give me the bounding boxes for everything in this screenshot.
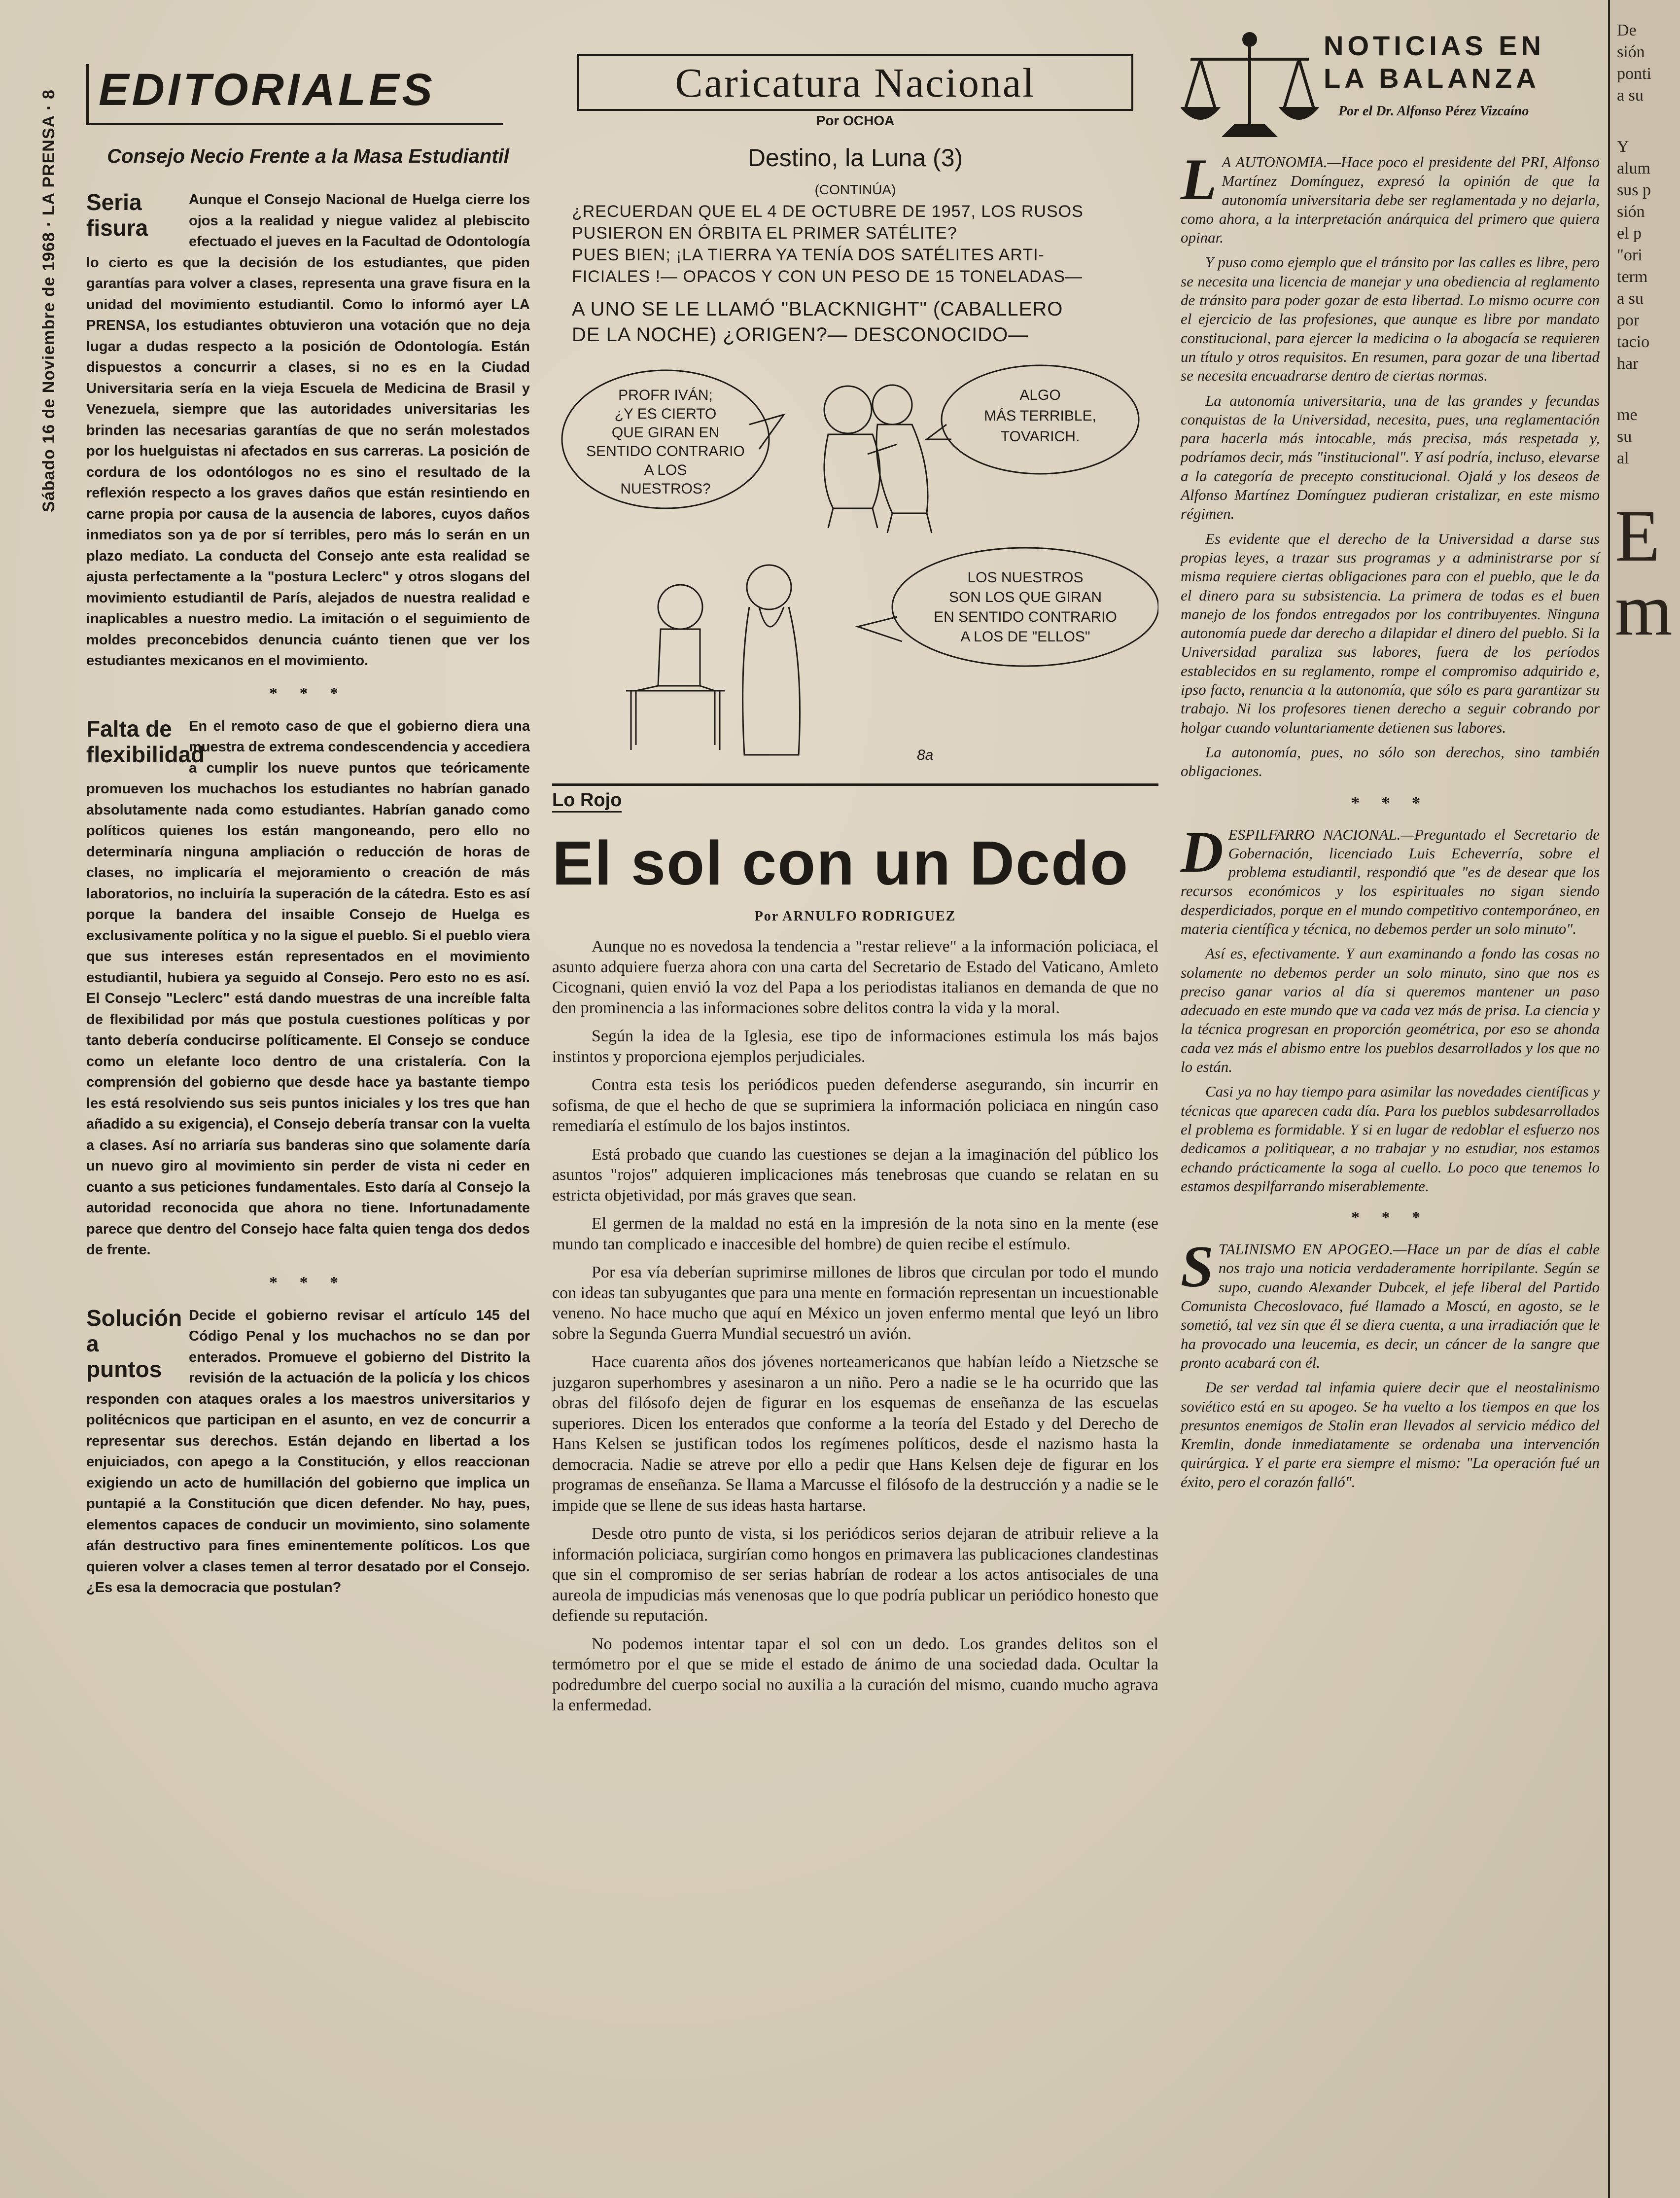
caption-line: FICIALES !— OPACOS Y CON UN PESO DE 15 TONELADAS—	[572, 267, 1083, 286]
divider-stars: * * *	[1351, 793, 1429, 812]
noticia-paragraph: De ser verdad tal infamia quiere decir que el neostalinismo soviético está en su apogeo. Se ha vuelto a los tiempos en que los presuntos enemigos de Stalin eran llevados al servicio médico del Kremlin, donde inmediatamente se ordenaba una intervención quirúrgica. Y el parte era siempre el mismo: "La operación fué un éxito, pero el corazón falló".	[1181, 1379, 1600, 1490]
cartoon-caption	[572, 201, 1158, 348]
bubble-1-line: ¿Y ES CIERTO	[614, 406, 717, 422]
page-folio-strip	[35, 79, 74, 513]
section-rule	[552, 783, 1158, 786]
bubble-1-line: A LOS	[644, 462, 687, 478]
article-headline: El sol con un Dcdo	[552, 828, 1129, 898]
article-paragraph: Por esa vía deberían suprimirse millones de libros que circulan por todo el mundo con ideas tan subyugantes que para una mente en formación representan un incuestionable veneno. No hace mucho que aquí en México un joven enfermo mental que leyó un libro sobre la Segunda Guerra Mundial secuestró un avión.	[552, 1263, 1158, 1343]
caricatura-title: Caricatura Nacional	[675, 60, 1036, 106]
divider-stars: * * *	[1351, 1208, 1429, 1227]
cartoon-drawing	[552, 351, 1158, 775]
scales-of-justice-icon	[1181, 30, 1319, 148]
noticia-paragraph: A AUTONOMIA.—Hace poco el presidente del PRI, Alfonso Martínez Domínguez, expresó la opinión de que la autonomía universitaria debe ser reglamentada y no dejarla, como ahora, a la interpretación anárquica del primero que quiera opinar.	[1181, 153, 1600, 247]
article-section-tag: Lo Rojo	[552, 790, 622, 813]
divider-stars: * * *	[269, 1273, 347, 1292]
fragment: E	[1615, 495, 1660, 577]
editorial-section-2	[86, 716, 530, 1261]
noticias-body	[1181, 146, 1600, 1491]
noticia-paragraph: La autonomía universitaria, una de las grandes y fecundas conquistas de la Universidad, necesita, pues, una reglamentación para hacerla más intocable, más precisa, más respetada y, podríamos decir, más "institucional". Y así podría, incluso, elevarse a la categoría de precepto constitucional. Ojalá y los deseos de Alfonso Martínez Domínguez pudieran cristalizar, en este mismo régimen.	[1181, 391, 1600, 523]
caricatura-banner	[577, 54, 1133, 111]
bubble-3-line: EN SENTIDO CONTRARIO	[934, 609, 1117, 625]
caption-line: PUES BIEN; ¡LA TIERRA YA TENÍA DOS SATÉLITES ARTI-	[572, 246, 1045, 264]
speech-bubble-2	[927, 365, 1139, 474]
speech-bubble-3	[858, 548, 1158, 666]
bubble-1-line: QUE GIRAN EN	[611, 425, 720, 441]
caption-line: PUSIERON EN ÓRBITA EL PRIMER SATÉLITE?	[572, 224, 957, 243]
cartoon-figures-bottom	[626, 565, 800, 755]
noticias-title	[1324, 30, 1545, 95]
noticia-paragraph: La autonomía, pues, no sólo son derechos, sino también obligaciones.	[1181, 743, 1600, 780]
noticias-author: Por el Dr. Alfonso Pérez Vizcaíno	[1338, 104, 1529, 119]
editorial-section-1	[86, 189, 530, 672]
fragment: me	[1617, 406, 1638, 424]
speech-bubble-1	[562, 370, 784, 508]
section-text: Decide el gobierno revisar el artículo 145 del Código Penal y los muchachos no se dan por enterados. Promueve el gobierno del Distrito la revisión de la actuación de la policía y los chicos responden con ataques orales a los maestros universitarios y politécnicos que participan en el asunto, en vez de concurrir a representar sus derechos. Están dejando en libertad a los enjuiciados, con apego a la Constitución, y ellos reaccionan exigiendo un acto de humillación del gobierno que implica un puntapié a la Constitución que dicen defender. No hay, pues, elementos capaces de conducir un movimiento, sino solamente afán destructivo para fines eminentemente políticos. Los que quieren volver a clases temen al terror desatado por el Consejo. ¿Es esa la democracia que postulan?	[86, 1307, 530, 1595]
editoriales-title: EDITORIALES	[99, 65, 435, 115]
caricatura-byline: Por OCHOA	[816, 113, 895, 128]
bubble-2-line: TOVARICH.	[1000, 428, 1080, 445]
section-title: Solución a puntos	[86, 1305, 182, 1382]
article-paragraph: Desde otro punto de vista, si los periódicos serios dejaran de atribuir relieve a la información policiaca, surgirían como hongos en primavera las publicaciones clandestinas que sin el compromiso de ser serias habrían de rodear a los actos antisociales de una aureola de impudicias más venenosas que lo que podría publicar un periódico honesto que defiende su reputación.	[552, 1524, 1158, 1625]
caption-line: ¿RECUERDAN QUE EL 4 DE OCTUBRE DE 1957, LOS RUSOS	[572, 202, 1084, 221]
editorial-section-3	[86, 1305, 530, 1598]
noticias-title-line-2: LA BALANZA	[1324, 63, 1540, 94]
caricatura-continua: (CONTINÚA)	[814, 182, 896, 197]
fragment: m	[1615, 569, 1673, 651]
article-byline: Por ARNULFO RODRIGUEZ	[754, 909, 956, 924]
bubble-1-line: PROFR IVÁN;	[618, 387, 713, 403]
noticias-column	[1181, 30, 1600, 1497]
center-column	[552, 54, 1158, 1724]
editoriales-banner	[86, 64, 503, 125]
caricatura-subtitle: Destino, la Luna (3)	[747, 144, 963, 172]
noticia-stalinismo	[1181, 1234, 1600, 1491]
cartoon-signature: 8a	[917, 747, 934, 763]
fragment: har	[1617, 355, 1639, 373]
section-text: Aunque el Consejo Nacional de Huelga cierre los ojos a la realidad y niegue validez al plebiscito efectuado el jueves en la Facultad de Odontología lo cierto es que la decisión de los estudiantes, que piden garantías para volver a clases, representa una grave fisura en la unidad del movimiento estudiantil. Como lo informó ayer LA PRENSA, los estudiantes obtuvieron una votación que no deja lugar a dudas respecto a la posición de Odontología. Están dispuestos a concurrir a clases, si no es en la Ciudad Universitaria sería en la vieja Escuela de Medicina de Brasil y Venezuela, siempre que las autoridades universitarias les brinden las necesarias garantías de que no serán molestados por los huelguistas ni afectados en sus carreras. La posición de cordura de los odontólogos no es sino el resultado de la reflexión respecto a los graves daños que están resintiendo en carne propia por causa de la ausencia de labores, cuyos daños inmediatos son ya de por sí terribles, pero más lo serán en un plazo mediato. La conducta del Consejo ante esta realidad se ajusta perfectamente a la "postura Leclerc" y otros slogans del movimiento estudiantil de París, alejados de nuestra realidad e inaplicables a nuestro medio. La imitación o el seguimiento de moldes preconcebidos denuncia cuánto tienen que ver los estudiantes mexicanos en el movimiento.	[86, 192, 530, 669]
noticia-paragraph: Y puso como ejemplo que el tránsito por las calles es libre, pero se necesita una licencia de manejar y una obediencia al reglamento de tránsito para poder gozar de esta libertad. Lo mismo ocurre con el ejercicio de las profesiones, que aunque es libre por mandato constitucional, para ejercer la medicina o la abogacía se requieren un título y otros requisitos. En resumen, para gozar de una libertad se necesita encuadrarse dentro de ciertas normas.	[1181, 253, 1600, 385]
bubble-1-line: NUESTROS?	[620, 481, 711, 497]
noticia-autonomia	[1181, 146, 1600, 781]
drop-cap: L	[1181, 146, 1217, 212]
fragment: al	[1617, 449, 1629, 467]
section-title: Seria fisura	[86, 189, 148, 241]
fragment: su	[1617, 427, 1632, 446]
bubble-3-line: A LOS DE "ELLOS"	[960, 629, 1090, 645]
editoriales-column	[86, 64, 530, 1598]
fragment: sión	[1617, 203, 1645, 221]
page-folio: Sábado 16 de Noviembre de 1968 · LA PRENSA · 8	[39, 89, 58, 512]
fragment: sión	[1617, 43, 1645, 61]
article-paragraph: Según la idea de la Iglesia, ese tipo de informaciones estimula los más bajos instintos y proporciona ejemplos perjudiciales.	[552, 1027, 1158, 1066]
drop-cap: S	[1181, 1234, 1214, 1300]
divider-stars: * * *	[269, 684, 347, 703]
caption-line: DE LA NOCHE) ¿ORIGEN?— DESCONOCIDO—	[572, 324, 1029, 346]
section-text: En el remoto caso de que el gobierno diera una muestra de extrema condescendencia y accediera a cumplir los nueve puntos que teóricamente promueven los muchachos los estudiantes no habrían ganado absolutamente nada como estudiantes. Habrían ganado como políticos quienes los están mangoneando, pero ello no determinaría ninguna ampliación o reducción de horas de clases, no implicaría el mejoramiento o creación de más laboratorios, no incluiría la superación de la cátedra. Esto es así porque la bandera del insaible Consejo de Huelga es exclusivamente política y no la sigue el pueblo. Si el pueblo viera que sus intereses están representados en el movimiento estudiantil, hubiera ya seguido al Consejo. Pero esto no es así. El Consejo "Leclerc" está dando muestras de una increíble falta de flexibilidad por más que postula cuestiones políticas y por tanto debería conducirse políticamente. El Consejo se conduce como un elefante loco dentro de una cristalería. Con la comprensión del gobierno que desde hace ya bastante tiempo les está resolviendo sus seis puntos iniciales y los tres que han añadido a su exigencia), el Consejo debería transar con la vuelta a clases. Así no arriaría sus banderas sino que solamente daría un nuevo giro al movimiento sin perder de vista ni ceder en cuanto a sus peticiones fundamentales. Esto daría al Consejo la autoridad reconocida que ahora no tiene. Infortunadamente parece que dentro del Consejo hace falta quien tenga dos dedos de frente.	[86, 718, 530, 1258]
fragment: "ori	[1617, 246, 1643, 264]
noticia-paragraph: Así es, efectivamente. Y aun examinando a fondo las cosas no solamente no debemos perder un solo minuto, sino que nos es preciso ganar varios al día si queremos mantener un paso adecuado en este mundo que va cada vez más de prisa. La ciencia y la técnica progresan en proporción geométrica, por eso se ahonda cada vez más el abismo entre los pueblos desarrollados y los que no lo están.	[1181, 945, 1600, 1076]
article-paragraph: Hace cuarenta años dos jóvenes norteamericanos que habían leído a Nietzsche se juzgaron superhombres y asesinaron a un niño. Pero a nadie se le ha ocurrido que las obras del filósofo dejen de figurar en los esquemas de enseñanza de las escuelas superiores. Dicen los enterados que conforme a la teoría del Estado y del Derecho de Hans Kelsen se justifican todos los regímenes políticos, desde el nazismo hasta la democracia. Nadie se atreve por ello a pedir que Hans Kelsen deje de figurar en los programas de enseñanza. Se llama a Marcusse el filósofo de la destrucción y a nadie se le impide que se llene de sus ideas hasta hartarse.	[552, 1353, 1158, 1515]
fragment: ponti	[1617, 65, 1651, 83]
bubble-2-line: MÁS TERRIBLE,	[984, 408, 1096, 424]
article-body	[552, 936, 1158, 1716]
cartoon-figures-top	[824, 385, 932, 533]
article-paragraph: Está probado que cuando las cuestiones se dejan a la imaginación del público los asuntos "rojos" adquieren implicaciones más tenebrosas que cuando se relatan en su estricta objetividad, por más graves que sean.	[552, 1145, 1158, 1205]
bubble-2-line: ALGO	[1019, 387, 1061, 403]
fragment: Y	[1617, 138, 1629, 156]
article-paragraph: Contra esta tesis los periódicos pueden defenderse asegurando, sin incurrir en sofisma, de que el hecho de que se suprimiera la información policiaca en ningún caso remediaría el estímulo de los bajos instintos.	[552, 1076, 1158, 1135]
article-paragraph: Aunque no es novedosa la tendencia a "restar relieve" a la información policiaca, el asunto adquiere fuerza ahora con una carta del Secretario de Estado del Vaticano, Amleto Cicognani, quien envió la voz del Papa a los periodistas italianos en demanda de que no den prominencia a las informaciones sobre delitos contra la vida y la moral.	[552, 937, 1158, 1017]
article-paragraph: El germen de la maldad no está en la impresión de la nota sino en la mente (ese mundo tan complicado e inaccesible del hombre) de quien recibe el estímulo.	[552, 1214, 1158, 1253]
fragment: tacio	[1617, 333, 1650, 351]
noticia-paragraph: Casi ya no hay tiempo para asimilar las novedades científicas y técnicas que aparecen cada día. Para los pueblos subdesarrollados el problema es formidable. Y si en lugar de redoblar el esfuerzo nos dedicamos a politiquear, a no trabajar y no estudiar, nos estamos echando prácticamente la soga al cuello. Lo poco que tenemos lo estamos despilfarrando miserablemente.	[1181, 1083, 1600, 1195]
fragment: term	[1617, 268, 1648, 286]
fragment: el p	[1617, 224, 1642, 243]
drop-cap: D	[1181, 818, 1224, 885]
fragment: sus p	[1617, 181, 1651, 199]
section-title: Falta de flexibilidad	[86, 715, 205, 767]
noticias-title-line-1: NOTICIAS EN	[1324, 30, 1545, 61]
caption-line: A UNO SE LE LLAMÓ "BLACKNIGHT" (CABALLERO	[572, 298, 1063, 320]
fragment: a su	[1617, 86, 1644, 105]
noticia-paragraph: TALINISMO EN APOGEO.—Hace un par de días el cable nos trajo una noticia verdaderamente horripilante. Según se supo, cuando Alexander Dubcek, el jefe liberal del Partido Comunista Checoslovaco, fué llamado a Moscú, en agosto, se le sometió, tal vez sin que él se diera cuenta, a una irradiación que le ha provocado una leucemia, es decir, un cáncer de la sangre que pronto acabará con él.	[1181, 1241, 1600, 1371]
adjacent-page-edge	[1608, 0, 1680, 2198]
editorial-headline: Consejo Necio Frente a la Masa Estudiantil	[107, 145, 509, 167]
fragment: por	[1617, 311, 1640, 329]
article-paragraph: No podemos intentar tapar el sol con un dedo. Los grandes delitos son el termómetro por el que se mide el estado de ánimo de una sociedad dada. Ocultar la podredumbre del cuerpo social no auxilia a la curación del mismo, cuando mucho agrava la enfermedad.	[552, 1634, 1158, 1714]
fragment: alum	[1617, 159, 1650, 177]
noticia-paragraph: ESPILFARRO NACIONAL.—Preguntado el Secretario de Gobernación, licenciado Luis Echeverría, sobre el problema estudiantil, respondió que "es de desear que los recursos económicos y los espirituales no sigan siendo desperdiciados, porque en el mundo competitivo contemporáneo, en materia científica y técnica, no debemos perder un solo minuto".	[1181, 825, 1600, 937]
bubble-3-line: SON LOS QUE GIRAN	[948, 589, 1102, 605]
noticia-paragraph: Es evidente que el derecho de la Universidad a darse sus propias leyes, a trazar sus programas y a administrarse por sí misma requiere ciertas obligaciones para con el pueblo, que le da el dinero para su subsistencia. La primera de todas es el buen manejo de los fondos entregados por los contribuyentes. Ninguna autonomía puede dar derecho a dilapidar el dinero del pueblo. Si la Universidad paraliza sus labores, fuera de los períodos establecidos en su reglamento, rompe el compromiso adquirido e, ipso facto, renuncia a la autonomía, que sólo es para garantizar su trabajo. Ni los profesores tienen derecho a seguir cobrando por holgar cuando voluntariamente detienen sus labores.	[1181, 530, 1600, 736]
bubble-1-line: SENTIDO CONTRARIO	[586, 443, 745, 460]
fragment: a su	[1617, 289, 1644, 308]
bubble-3-line: LOS NUESTROS	[967, 569, 1084, 586]
fragment: De	[1617, 21, 1637, 39]
noticia-despilfarro	[1181, 818, 1600, 1196]
noticias-header	[1181, 30, 1600, 153]
